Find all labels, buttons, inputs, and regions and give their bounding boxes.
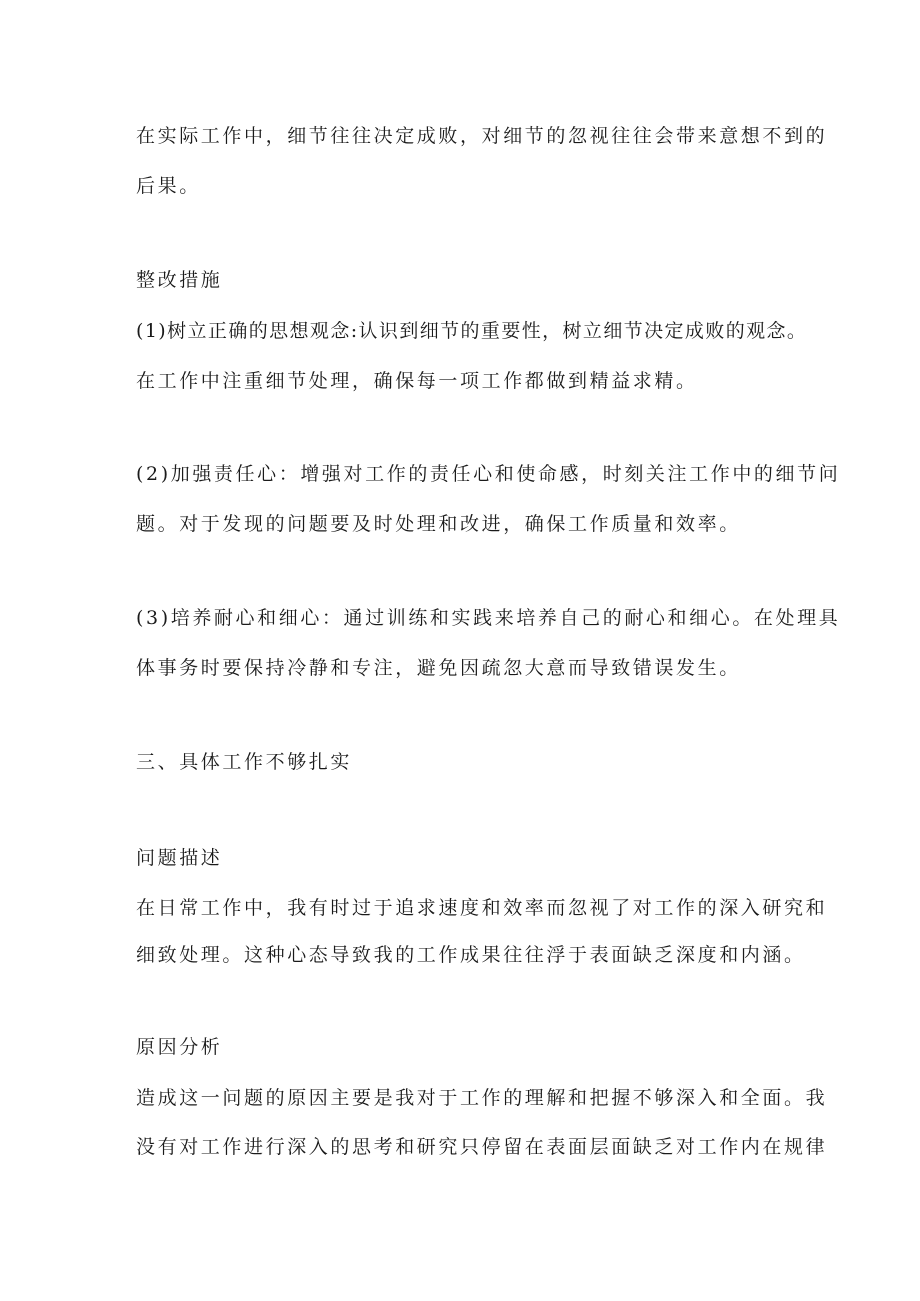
paragraph-line: (3)培养耐心和细心：通过训练和实践来培养自己的耐心和细心。在处理具 — [136, 607, 841, 629]
subheading-problem: 问题描述 — [136, 847, 223, 869]
paragraph-line: 在工作中注重细节处理，确保每一项工作都做到精益求精。 — [136, 370, 698, 392]
subheading-cause: 原因分析 — [136, 1036, 223, 1058]
paragraph-line: 细致处理。这种心态导致我的工作成果往往浮于表面缺乏深度和内涵。 — [136, 944, 806, 966]
paragraph-line: 没有对工作进行深入的思考和研究只停留在表面层面缺乏对工作内在规律 — [136, 1136, 828, 1158]
paragraph-line: 体事务时要保持冷静和专注，避免因疏忽大意而导致错误发生。 — [136, 657, 741, 679]
paragraph-line: 后果。 — [136, 175, 201, 197]
paragraph-line: 造成这一问题的原因主要是我对于工作的理解和把握不够深入和全面。我 — [136, 1087, 828, 1109]
paragraph-line: (1)树立正确的思想观念:认识到细节的重要性，树立细节决定成败的观念。 — [136, 320, 808, 342]
section-title: 三、具体工作不够扎实 — [136, 751, 353, 773]
paragraph-line: 在日常工作中，我有时过于追求速度和效率而忽视了对工作的深入研究和 — [136, 897, 828, 919]
subheading-rectification: 整改措施 — [136, 269, 223, 291]
paragraph-line: 在实际工作中，细节往往决定成败，对细节的忽视往往会带来意想不到的 — [136, 125, 828, 147]
paragraph-line: (2)加强责任心：增强对工作的责任心和使命感，时刻关注工作中的细节问 — [136, 463, 841, 485]
paragraph-line: 题。对于发现的问题要及时处理和改进，确保工作质量和效率。 — [136, 513, 741, 535]
